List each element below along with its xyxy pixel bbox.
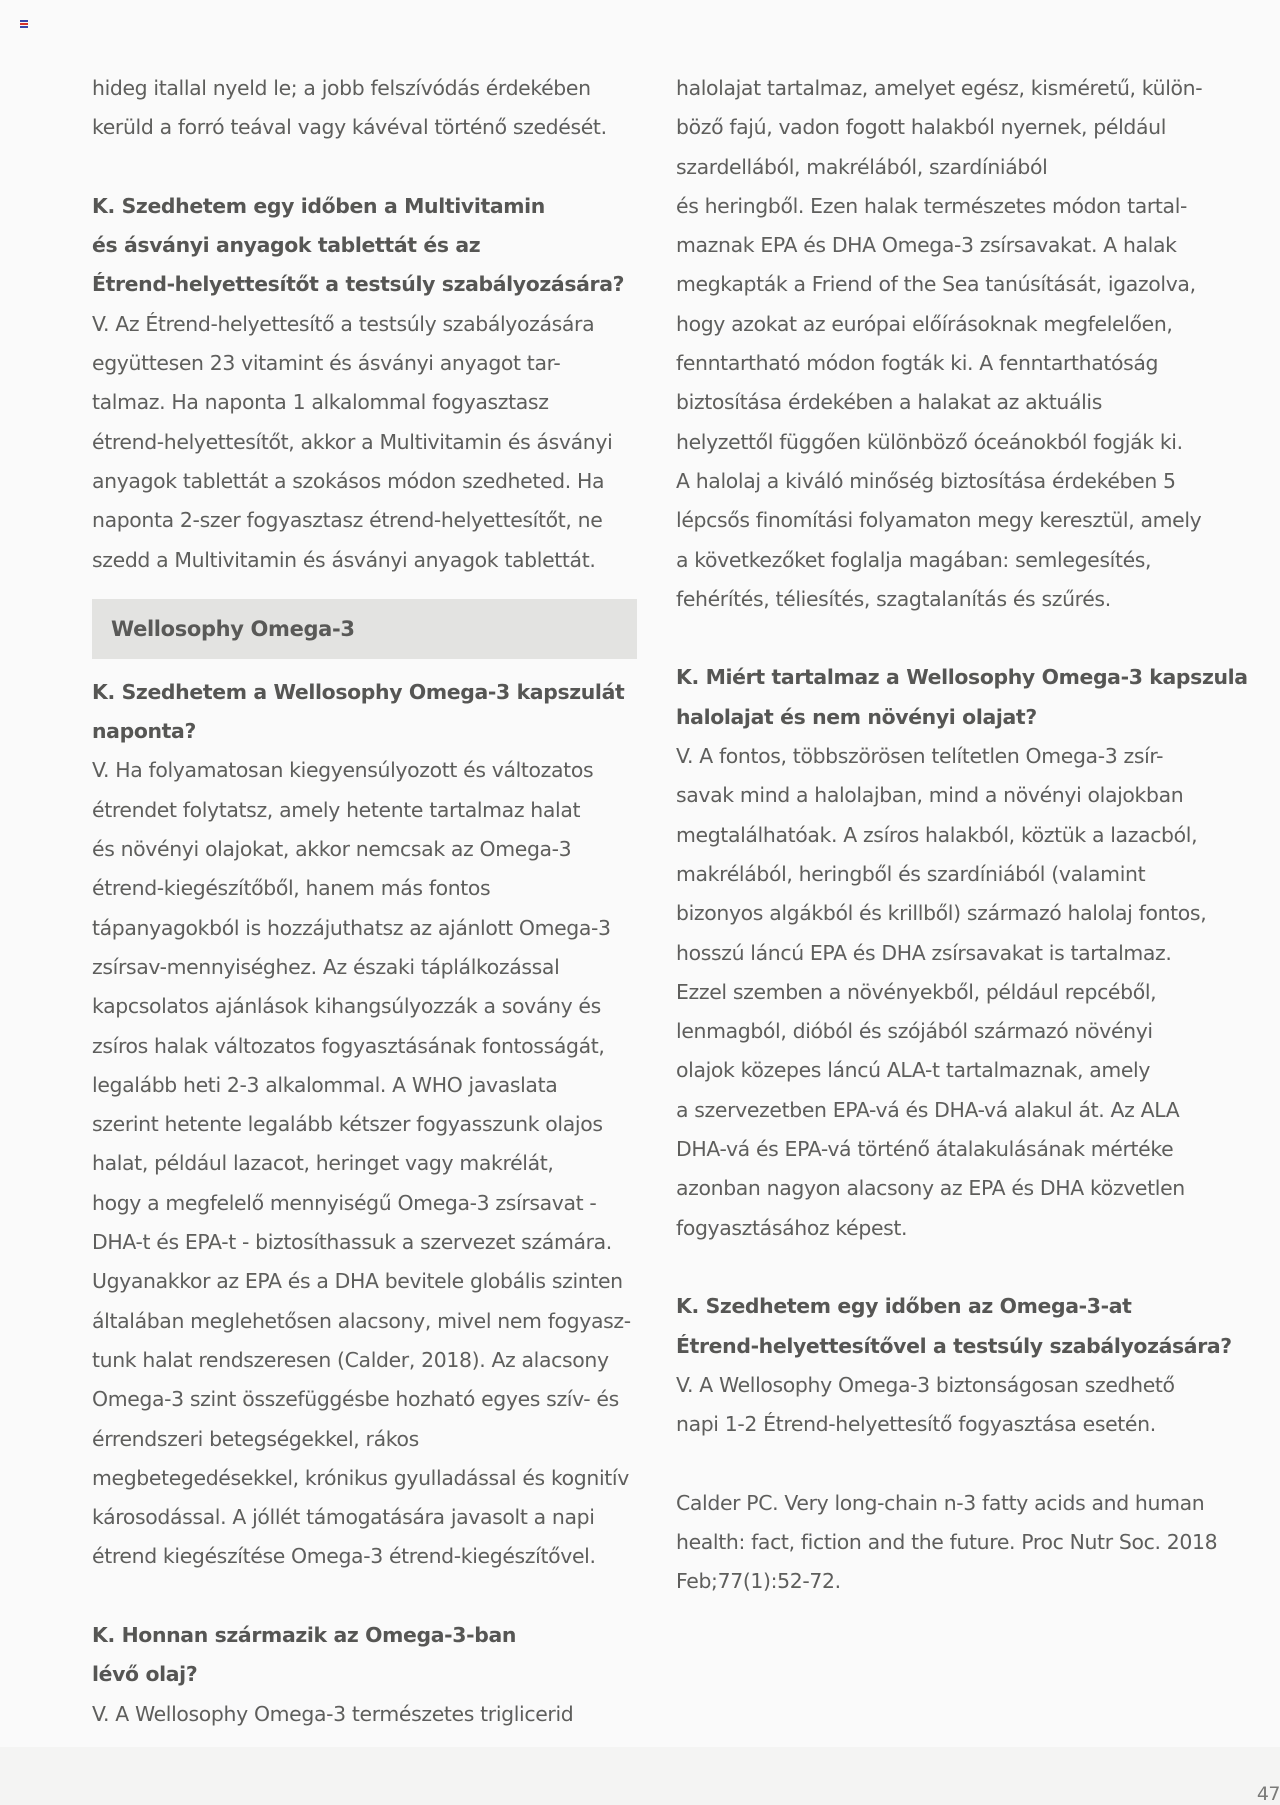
reference bbox=[676, 1484, 1236, 1602]
answer-line: étrend kiegészítése Omega-3 étrend-kiegészítővel. bbox=[92, 1544, 596, 1569]
right-column bbox=[676, 69, 1248, 1602]
answer-daily-omega3 bbox=[92, 751, 647, 1576]
answer-line: hogy a megfelelő mennyiségű Omega-3 zsírsavat - bbox=[92, 1190, 597, 1215]
answer-line: megtalálhatóak. A zsíros halakból, köztük a lazacból, bbox=[676, 822, 1198, 847]
answer-line: a következőket foglalja magában: semlegesítés, bbox=[676, 547, 1152, 572]
answer-line: helyzettől függően különböző óceánokból fogják ki. bbox=[676, 429, 1183, 454]
answer-line: bizonyos algákból és krillből) származó halolaj fontos, bbox=[676, 901, 1207, 926]
answer-oil-origin-continued bbox=[676, 69, 1236, 619]
text-line: kerüld a forró teával vagy kávéval történő szedését. bbox=[92, 115, 607, 140]
answer-line: azonban nagyon alacsony az EPA és DHA közvetlen bbox=[676, 1176, 1185, 1201]
answer-line: DHA-vá és EPA-vá történő átalakulásának mértéke bbox=[676, 1137, 1174, 1162]
answer-line: olajok közepes láncú ALA-t tartalmaznak, amely bbox=[676, 1058, 1151, 1083]
answer-line: étrend-helyettesítőt, akkor a Multivitamin és ásványi bbox=[92, 429, 613, 454]
reference-line: Calder PC. Very long-chain n-3 fatty acids and human bbox=[676, 1490, 1205, 1515]
answer-line: károsodással. A jóllét támogatására javasolt a napi bbox=[92, 1505, 595, 1530]
question-line: halolajat és nem növényi olajat? bbox=[676, 704, 1037, 729]
answer-line: naponta 2-szer fogyasztasz étrend-helyettesítőt, ne bbox=[92, 508, 603, 533]
left-column bbox=[92, 69, 647, 1734]
answer-line: anyagok tablettát a szokásos módon szedheted. Ha bbox=[92, 468, 605, 493]
answer-line: általában meglehetősen alacsony, mivel nem fogyasz- bbox=[92, 1308, 631, 1333]
question-line: K. Szedhetem a Wellosophy Omega-3 kapszulát bbox=[92, 679, 625, 704]
intro-paragraph bbox=[92, 69, 647, 148]
flag-icon[interactable] bbox=[20, 20, 28, 27]
question-multivitamin bbox=[92, 187, 647, 305]
answer-line: legalább heti 2-3 alkalommal. A WHO javaslata bbox=[92, 1072, 558, 1097]
answer-line: érrendszeri betegségekkel, rákos bbox=[92, 1426, 419, 1451]
question-line: Étrend-helyettesítőt a testsúly szabályozására? bbox=[92, 272, 625, 297]
answer-line: V. Ha folyamatosan kiegyensúlyozott és változatos bbox=[92, 758, 594, 783]
section-header-omega3: Wellosophy Omega-3 bbox=[92, 599, 637, 659]
answer-line: étrendet folytatsz, amely hetente tartalmaz halat bbox=[92, 797, 581, 822]
question-line: naponta? bbox=[92, 719, 196, 744]
answer-line: szardellából, makrélából, szardíniából bbox=[676, 154, 1048, 179]
answer-line: fenntartható módon fogták ki. A fenntarthatóság bbox=[676, 351, 1159, 376]
question-line: K. Szedhetem egy időben a Multivitamin bbox=[92, 193, 545, 218]
answer-line: Omega-3 szint összefüggésbe hozható egyes szív- és bbox=[92, 1387, 619, 1412]
answer-line: megbetegedésekkel, krónikus gyulladással és kognitív bbox=[92, 1465, 629, 1490]
paragraph-gap bbox=[92, 148, 647, 187]
answer-line: napi 1-2 Étrend-helyettesítő fogyasztása esetén. bbox=[676, 1412, 1156, 1437]
answer-line: V. Az Étrend-helyettesítő a testsúly szabályozására bbox=[92, 311, 595, 336]
paragraph-gap bbox=[676, 619, 1236, 658]
question-line: K. Miért tartalmaz a Wellosophy Omega-3 kapszula bbox=[676, 665, 1248, 690]
answer-line: zsíros halak változatos fogyasztásának fontosságát, bbox=[92, 1033, 605, 1058]
answer-line: savak mind a halolajban, mind a növényi olajokban bbox=[676, 783, 1184, 808]
answer-line: Ugyanakkor az EPA és a DHA bevitele globális szinten bbox=[92, 1269, 623, 1294]
question-line: lévő olaj? bbox=[92, 1662, 198, 1687]
answer-line: kapcsolatos ajánlások kihangsúlyozzák a sovány és bbox=[92, 994, 601, 1019]
answer-line: fehérítés, téliesítés, szagtalanítás és szűrés. bbox=[676, 586, 1111, 611]
question-line: Étrend-helyettesítővel a testsúly szabályozására? bbox=[676, 1333, 1232, 1358]
question-line: és ásványi anyagok tablettát és az bbox=[92, 233, 481, 258]
answer-oil-origin bbox=[92, 1695, 647, 1734]
paragraph-gap bbox=[676, 1444, 1236, 1483]
answer-line: étrend-kiegészítőből, hanem más fontos bbox=[92, 876, 491, 901]
answer-line: Ezzel szemben a növényekből, például repcéből, bbox=[676, 979, 1157, 1004]
answer-line: lenmagból, dióból és szójából származó növényi bbox=[676, 1019, 1153, 1044]
answer-line: hogy azokat az európai előírásoknak megfelelően, bbox=[676, 311, 1173, 336]
answer-line: böző fajú, vadon fogott halakból nyernek, például bbox=[676, 115, 1167, 140]
page-number: 47 bbox=[1256, 1783, 1280, 1805]
answer-line: együttesen 23 vitamint és ásványi anyagot tar- bbox=[92, 351, 561, 376]
answer-line: A halolaj a kiváló minőség biztosítása érdekében 5 bbox=[676, 468, 1176, 493]
reference-line: Feb;77(1):52-72. bbox=[676, 1569, 841, 1594]
question-daily-omega3 bbox=[92, 673, 647, 752]
reference-line: health: fact, fiction and the future. Proc Nutr Soc. 2018 bbox=[676, 1529, 1218, 1554]
answer-line: hosszú láncú EPA és DHA zsírsavakat is tartalmaz. bbox=[676, 940, 1172, 965]
answer-multivitamin bbox=[92, 305, 647, 580]
answer-line: tunk halat rendszeresen (Calder, 2018). Az alacsony bbox=[92, 1347, 609, 1372]
answer-line: halat, például lazacot, heringet vagy makrélát, bbox=[92, 1151, 554, 1176]
answer-line: szerint hetente legalább kétszer fogyasszunk olajos bbox=[92, 1112, 603, 1137]
answer-line: halolajat tartalmaz, amelyet egész, kisméretű, külön- bbox=[676, 76, 1203, 100]
answer-line: makrélából, heringből és szardíniából (valamint bbox=[676, 861, 1146, 886]
answer-line: szedd a Multivitamin és ásványi anyagok tablettát. bbox=[92, 547, 596, 572]
flag-stripe-top bbox=[20, 20, 28, 22]
answer-line: és heringből. Ezen halak természetes módon tartal- bbox=[676, 193, 1188, 218]
paragraph-gap bbox=[676, 1248, 1236, 1287]
answer-line: fogyasztásához képest. bbox=[676, 1215, 908, 1240]
answer-line: DHA-t és EPA-t - biztosíthassuk a szervezet számára. bbox=[92, 1230, 612, 1255]
paragraph-gap bbox=[92, 1577, 647, 1616]
answer-line: maznak EPA és DHA Omega-3 zsírsavakat. A halak bbox=[676, 233, 1177, 258]
answer-line: lépcsős finomítási folyamaton megy keresztül, amely bbox=[676, 508, 1202, 533]
question-fish-oil-why bbox=[676, 658, 1248, 737]
answer-fish-oil-why bbox=[676, 737, 1236, 1248]
text-line: hideg itallal nyeld le; a jobb felszívódás érdekében bbox=[92, 76, 591, 100]
question-omega3-with-meal-replacement bbox=[676, 1287, 1236, 1366]
answer-line: biztosítása érdekében a halakat az aktuális bbox=[676, 390, 1103, 415]
answer-line: V. A Wellosophy Omega-3 biztonságosan szedhető bbox=[676, 1372, 1175, 1397]
answer-line: zsírsav-mennyiséghez. Az északi táplálkozással bbox=[92, 954, 560, 979]
answer-line: megkapták a Friend of the Sea tanúsítását, igazolva, bbox=[676, 272, 1196, 297]
question-line: K. Szedhetem egy időben az Omega-3-at bbox=[676, 1294, 1132, 1319]
question-line: K. Honnan származik az Omega-3-ban bbox=[92, 1622, 517, 1647]
answer-line: a szervezetben EPA-vá és DHA-vá alakul át. Az ALA bbox=[676, 1097, 1180, 1122]
answer-line: talmaz. Ha naponta 1 alkalommal fogyasztasz bbox=[92, 390, 549, 415]
flag-stripe-middle bbox=[20, 23, 28, 25]
answer-line: és növényi olajokat, akkor nemcsak az Omega-3 bbox=[92, 837, 572, 862]
answer-line: tápanyagokból is hozzájuthatsz az ajánlott Omega-3 bbox=[92, 915, 611, 940]
answer-line: V. A fontos, többszörösen telítetlen Omega-3 zsír- bbox=[676, 744, 1164, 769]
flag-stripe-bottom bbox=[20, 26, 28, 28]
answer-omega3-with-meal-replacement bbox=[676, 1366, 1236, 1445]
question-oil-origin bbox=[92, 1616, 647, 1695]
answer-line: V. A Wellosophy Omega-3 természetes triglicerid bbox=[92, 1701, 574, 1726]
